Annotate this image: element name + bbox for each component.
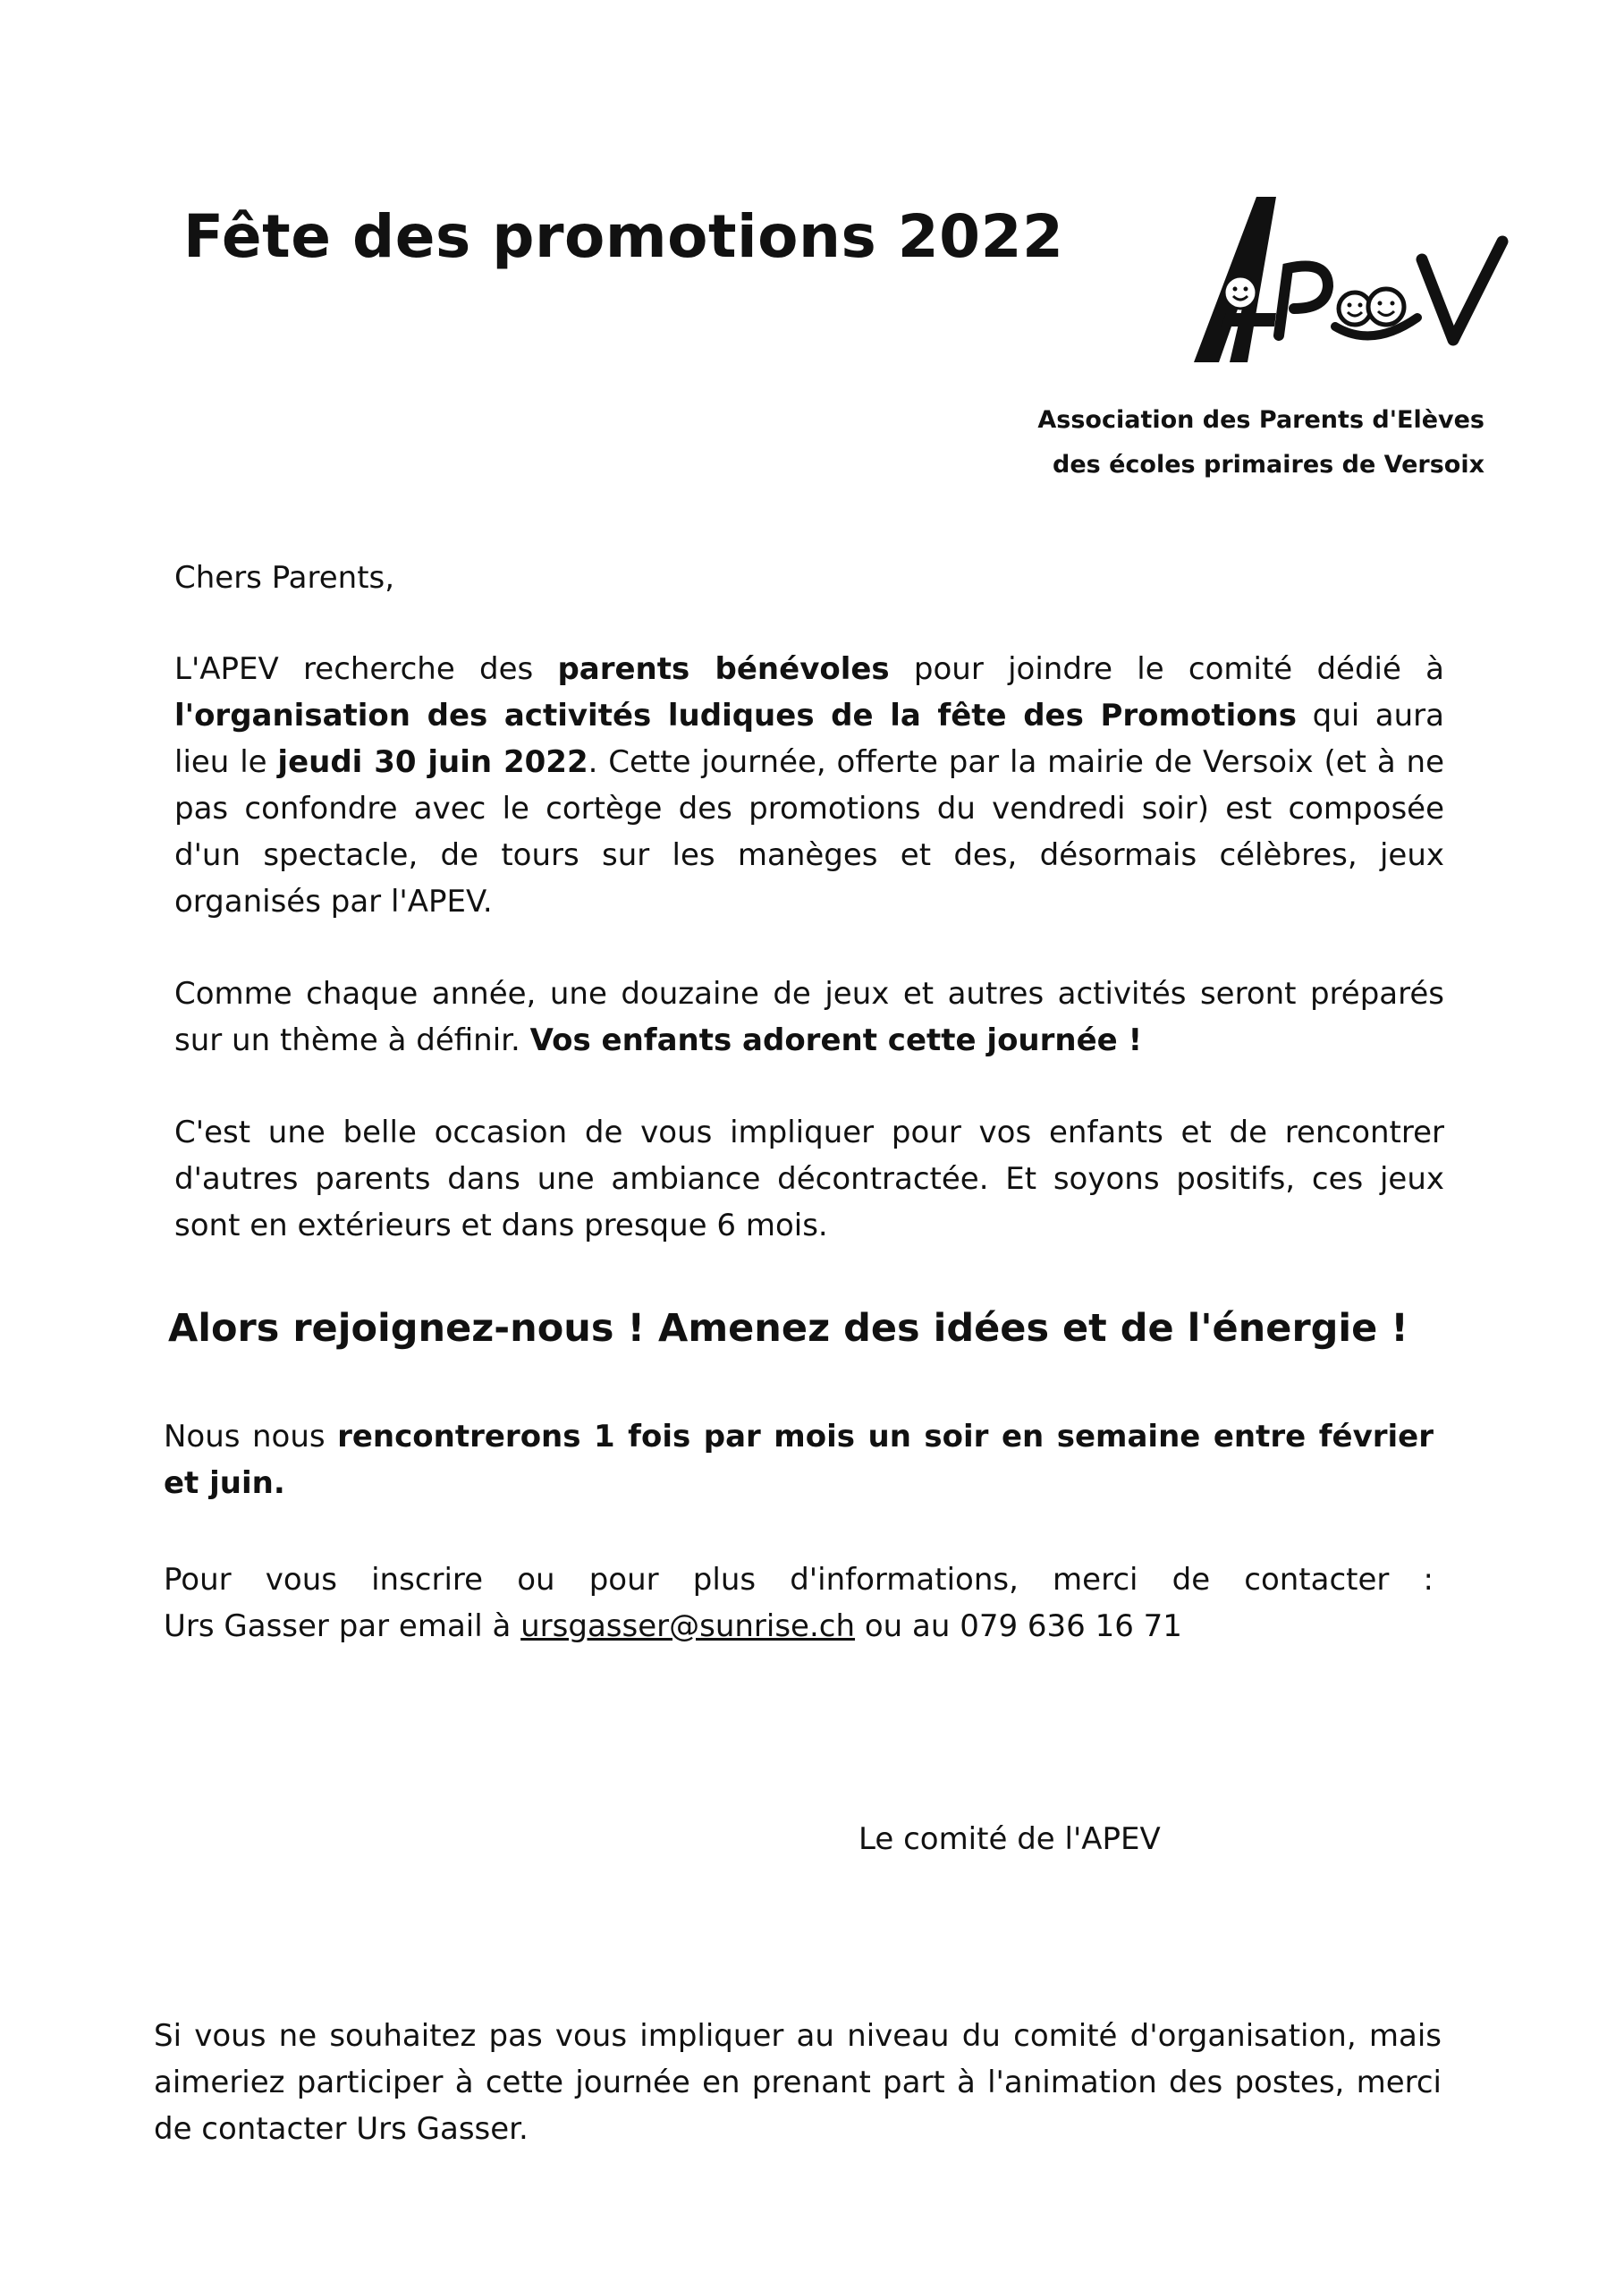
bold-children-love: Vos enfants adorent cette journée ! — [529, 1022, 1143, 1058]
salutation: Chers Parents, — [174, 560, 395, 596]
bold-meetings: rencontrerons 1 fois par mois un soir en semaine entre février et juin. — [164, 1419, 1434, 1501]
paragraph-meetings: Nous nous rencontrerons 1 fois par mois un soir en semaine entre février et juin. — [164, 1419, 1434, 1501]
call-to-action-heading: Alors rejoignez-nous ! Amenez des idées et de l'énergie ! — [168, 1306, 1408, 1351]
bold-organisation: l'organisation des activités ludiques de la fête des Promotions — [174, 698, 1298, 734]
contact-line-2: Urs Gasser par email à ursgasser@sunrise.ch ou au 079 636 16 71 — [164, 1608, 1182, 1644]
paragraph-participation: Si vous ne souhaitez pas vous impliquer au niveau du comité d'organisation, mais aimeriez participer à cette journée en prenant part à l'animation des postes, merci de contacter Urs Gasser. — [154, 2018, 1442, 2147]
signature: Le comité de l'APEV — [859, 1821, 1161, 1857]
contact-line-1: Pour vous inscrire ou pour plus d'informations, merci de contacter : — [164, 1562, 1434, 1598]
paragraph-occasion: C'est une belle occasion de vous impliquer pour vos enfants et de rencontrer d'autres parents dans une ambiance décontractée. Et soyons positifs, ces jeux sont en extérieurs et dans presque 6 mois. — [174, 1115, 1444, 1243]
paragraph-volunteers: L'APEV recherche des parents bénévoles pour joindre le comité dédié à l'organisation des activités ludiques de la fête des Promotions qui aura lieu le jeudi 30 juin 2022. Cette journée, offerte par la mairie de Versoix (et à ne pas confondre avec le cortège des promotions du vendredi soir) est composée d'un spectacle, de tours sur les manèges et des, désormais célèbres, jeux organisés par l'APEV. — [174, 651, 1444, 920]
page-title: Fête des promotions 2022 — [183, 202, 1064, 271]
association-line-1: Association des Parents d'Elèves — [1037, 406, 1484, 434]
association-line-2: des écoles primaires de Versoix — [1053, 451, 1484, 479]
bold-volunteers: parents bénévoles — [557, 651, 890, 687]
paragraph-games: Comme chaque année, une douzaine de jeux et autres activités seront préparés sur un thème à définir. Vos enfants adorent cette journée ! — [174, 976, 1444, 1058]
apev-logo — [1194, 192, 1516, 371]
association-name — [984, 398, 1484, 488]
paragraph-contact — [164, 1556, 1434, 1650]
bold-date: jeudi 30 juin 2022 — [277, 744, 588, 780]
email-link[interactable]: ursgasser@sunrise.ch — [520, 1608, 856, 1644]
